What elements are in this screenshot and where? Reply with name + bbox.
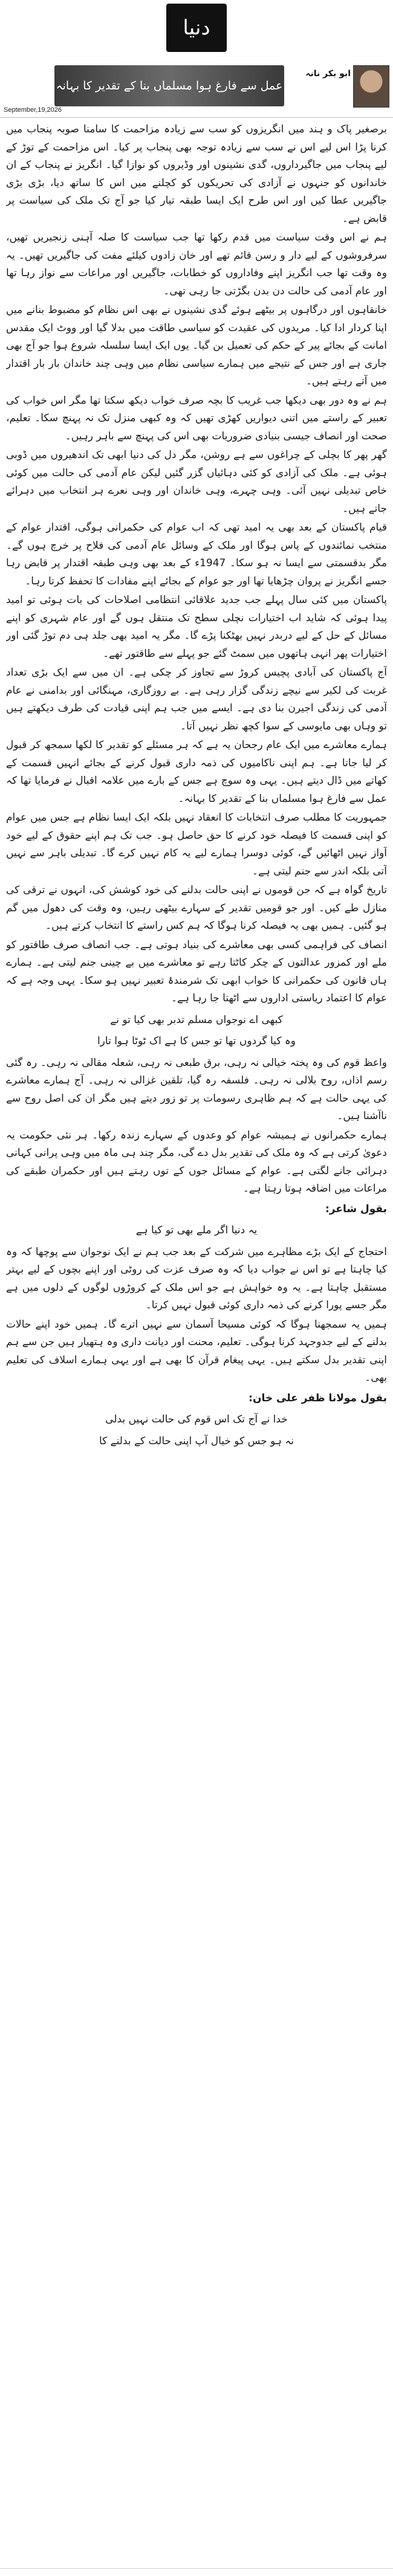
verse-line: کبھی اے نوجواں مسلم تدبر بھی کیا تو نے bbox=[110, 1013, 283, 1026]
verse-line: وہ کیا گردوں تھا تو جس کا ہے اک ٹوٹا ہوا تارا bbox=[97, 1035, 296, 1047]
article-paragraph: گھر پھر کا بچلی کے چراغوں سے ہے روشن، مگر دل کی دنیا ابھی تک اندھیروں میں ڈوبی ہوئی ہے۔ ملک کی آزادی کو کئی دہائیاں گزر گئیں لیکن عام آدمی کی حالت میں کوئی خاص تبدیلی نہیں آئی۔ وہی چہرے، وہی خاندان اور وہی نعرے ہر انتخاب میں دہرائے جاتے ہیں۔ bbox=[6, 449, 387, 515]
article-paragraph: احتجاج کے ایک بڑے مظاہرے میں شرکت کے بعد جب ہم نے ایک نوجوان سے پوچھا کہ وہ کیا چاہتا ہے تو اس نے جواب دیا کہ وہ صرف عزت کی روٹی اور اپنے بچوں کے لیے بہتر مستقبل چاہتا ہے۔ یہ وہ خواہش ہے جو اس ملک کے کروڑوں لوگوں کے دلوں میں ہے مگر جسے پورا کرنے کی ذمہ داری کوئی قبول نہیں کرتا۔ bbox=[6, 1245, 387, 1311]
article-paragraph: آج پاکستان کی آبادی پچیس کروڑ سے تجاوز کر چکی ہے۔ ان میں سے ایک بڑی تعداد غربت کی لکیر سے نیچے زندگی گزار رہی ہے۔ بے روزگاری، مہنگائی اور بدامنی نے عام آدمی کی زندگی اجیرن بنا دی ہے۔ ایسے میں جب ہم اپنی قیادت کی طرف دیکھتے ہیں تو وہاں بھی مایوسی کے سوا کچھ نظر نہیں آتا۔ bbox=[6, 667, 387, 732]
verse-line: یہ دنیا اگر ملے بھی تو کیا ہے bbox=[135, 1224, 258, 1236]
logo-text: دنیا bbox=[183, 16, 210, 40]
verse-line: خدا نے آج تک اس قوم کی حالت نہیں بدلی bbox=[105, 1413, 288, 1425]
column-title-banner bbox=[54, 65, 284, 106]
verse-line: نہ ہو جس کو خیال آپ اپنی حالت کے بدلنے کا bbox=[99, 1435, 294, 1447]
article-paragraph: انصاف کی فراہمی کسی بھی معاشرے کی بنیاد ہوتی ہے۔ جب انصاف صرف طاقتور کو ملے اور کمزور عدالتوں کے چکر کاٹتا رہے تو معاشرے میں بے چینی جنم لیتی ہے۔ ہمارے ہاں قانون کی حکمرانی کا خواب ابھی تک شرمندۂ تعبیر نہیں ہو سکا۔ یہی وجہ ہے کہ عوام کا اعتماد ریاستی اداروں سے اٹھتا جا رہا ہے۔ bbox=[6, 938, 387, 1004]
publish-date: September,19,2026 bbox=[4, 106, 62, 114]
article-paragraph: جمہوریت کا مطلب صرف انتخابات کا انعقاد نہیں بلکہ ایک ایسا نظام ہے جس میں عوام کو اپنی قسمت کا فیصلہ خود کرنے کا حق حاصل ہو۔ جب تک ہم اپنے حقوق کے لیے خود آواز نہیں اٹھائیں گے، کوئی دوسرا ہمارے لیے یہ کام نہیں کرے گا۔ تبدیلی باہر سے نہیں آتی بلکہ اندر سے جنم لیتی ہے۔ bbox=[6, 812, 387, 877]
article-paragraph: ہمارے حکمرانوں نے ہمیشہ عوام کو وعدوں کے سہارے زندہ رکھا۔ ہر نئی حکومت یہ دعویٰ کرتی ہے کہ وہ ملک کی تقدیر بدل دے گی، مگر چند ہی ماہ میں وہی پرانی کہانی دہرائی جانے لگتی ہے۔ عوام کے مسائل جوں کے توں رہتے ہیں اور حکمران طبقے کی مراعات میں اضافہ ہوتا رہتا ہے۔ bbox=[6, 1129, 387, 1195]
article-paragraph: خانقاہوں اور درگاہوں پر بیٹھے ہوئے گدی نشینوں نے بھی اس نظام کو مضبوط بنانے میں اپنا کردار ادا کیا۔ مریدوں کی عقیدت کو سیاسی طاقت میں بدلا گیا اور ووٹ ایک مقدس امانت کے بجائے پیر کے حکم کی تعمیل بن گیا۔ یوں ایک ایسا سلسلہ شروع ہوا جو آج بھی جاری ہے اور جس کے نتیجے میں ہمارے سیاسی نظام میں وہی چند خاندان بار بار اقتدار میں آتے رہتے ہیں۔ bbox=[6, 304, 387, 387]
quote-attribution: بقول شاعر: bbox=[325, 1202, 387, 1215]
column-title: عمل سے فارغ ہوا مسلماں بنا کے تقدیر کا بہانہ bbox=[56, 79, 283, 92]
article-paragraph: قیام پاکستان کے بعد بھی یہ امید تھی کہ اب عوام کی حکمرانی ہوگی، اقتدار عوام کے منتخب نمائندوں کے پاس ہوگا اور ملک کے وسائل عام آدمی کی فلاح پر خرچ ہوں گے۔ مگر بدقسمتی سے ایسا نہ ہو سکا۔ 1947ء کے بعد بھی وہی طبقہ اقتدار پر قابض رہا جسے انگریز نے پروان چڑھایا تھا اور جو عوام کے بجائے اپنے مفادات کا تحفظ کرتا رہا۔ bbox=[6, 521, 387, 587]
article-paragraph: ہمیں یہ سمجھنا ہوگا کہ کوئی مسیحا آسمان سے نہیں اترے گا۔ ہمیں خود اپنے حالات بدلنے کے لیے جدوجہد کرنا ہوگی۔ تعلیم، محنت اور دیانت داری وہ ہتھیار ہیں جن سے ہم اپنی تقدیر بدل سکتے ہیں۔ یہی پیغام قرآن کا بھی ہے اور یہی ہمارے اسلاف کی تعلیم بھی۔ bbox=[6, 1318, 387, 1384]
quote-attribution: بقول مولانا ظفر علی خان: bbox=[248, 1392, 387, 1404]
article-paragraph: ہم نے وہ دور بھی دیکھا جب غریب کا بچہ صرف خواب دیکھ سکتا تھا مگر اس خواب کی تعبیر کے راستے میں اتنی دیواریں کھڑی تھیں کہ وہ کبھی منزل تک نہ پہنچ سکا۔ تعلیم، صحت اور انصاف جیسی بنیادی ضروریات بھی اس کی پہنچ سے باہر رہیں۔ bbox=[6, 394, 387, 442]
author-box bbox=[288, 65, 389, 106]
masthead bbox=[0, 0, 393, 127]
article-body bbox=[6, 121, 387, 2568]
article-paragraph: پاکستان میں کئی سال پہلے جب جدید علاقائی انتظامی اصلاحات کی بات ہوئی تو امید پیدا ہوئی کہ شاید اب اختیارات نچلی سطح تک منتقل ہوں گے اور عام شہری کو اپنے مسائل کے حل کے لیے دربدر نہیں بھٹکنا پڑے گا۔ مگر یہ امید بھی جلد ہی دم توڑ گئی اور اختیارات پھر انہی ہاتھوں میں سمٹ گئے جو پہلے سے طاقتور تھے۔ bbox=[6, 594, 387, 660]
author-name: ابو بکر نانہ bbox=[305, 69, 351, 79]
article-paragraph: ہمارے معاشرے میں ایک عام رجحان یہ ہے کہ ہر مسئلے کو تقدیر کا لکھا سمجھ کر قبول کر لیا جاتا ہے۔ ہم اپنی ناکامیوں کی ذمہ داری قبول کرنے کے بجائے انہیں قسمت کے کھاتے میں ڈال دیتے ہیں۔ یہی وہ سوچ ہے جس کے بارے میں علامہ اقبال نے فرمایا تھا کہ عمل سے فارغ ہوا مسلماں بنا کے تقدیر کا بہانہ۔ bbox=[6, 739, 387, 805]
newspaper-logo bbox=[166, 4, 227, 52]
bottom-divider bbox=[0, 2568, 393, 2569]
article-paragraph: تاریخ گواہ ہے کہ جن قوموں نے اپنی حالت بدلنے کی خود کوشش کی، انہوں نے ترقی کی منازل طے کیں۔ اور جو قومیں تقدیر کے سہارے بیٹھی رہیں، وہ وقت کی دھول میں گم ہو گئیں۔ ہمیں بھی یہ فیصلہ کرنا ہوگا کہ ہم کس راستے کا انتخاب کرتے ہیں۔ bbox=[6, 884, 387, 932]
article-paragraph: ہم نے اس وقت سیاست میں قدم رکھا تھا جب سیاست کا صلہ آہنی زنجیریں تھیں، سرفروشوں کے لیے دار و رسن قائم تھے اور خان زادوں کیلئے مفت کی جاگیریں تھیں۔ یہ وہ وقت تھا جب انگریز اپنے وفاداروں کو خطابات، جاگیریں اور مراعات سے نواز رہا تھا اور عام آدمی کی حالت دن بدن بگڑتی جا رہی تھی۔ bbox=[6, 231, 387, 297]
article-paragraph: برصغیر پاک و ہند میں انگریزوں کو سب سے زیادہ مزاحمت کا سامنا صوبہ پنجاب میں کرنا پڑا اس لیے اس نے سب سے زیادہ توجہ بھی پنجاب پر کیا۔ اس مزاحمت کے توڑ کے لیے پنجاب میں جاگیرداروں، گدی نشینوں اور وڈیروں کو نوازا گیا۔ انگریز نے پنجاب کے ان خاندانوں کو جنہوں نے آزادی کی تحریکوں کو کچلنے میں اس کا ساتھ دیا، بڑی بڑی جاگیریں عطا کیں اور اس طرح ایک ایسا طبقہ تیار کیا جو آج تک ملک کی سیاست پر قابض ہے۔ bbox=[6, 123, 387, 225]
article-paragraph: واعظ قوم کی وہ پختہ خیالی نہ رہی، برق طبعی نہ رہی، شعلہ مقالی نہ رہی۔ رہ گئی رسم اذاں، روح بلالی نہ رہی۔ فلسفہ رہ گیا، تلقین غزالی نہ رہی۔ آج ہمارے معاشرے کی یہی حالت ہے کہ ہم ظاہری رسومات پر تو زور دیتے ہیں مگر ان کی اصل روح سے ناآشنا ہیں۔ bbox=[6, 1056, 387, 1122]
date-strip bbox=[0, 106, 393, 118]
author-photo bbox=[353, 65, 389, 108]
